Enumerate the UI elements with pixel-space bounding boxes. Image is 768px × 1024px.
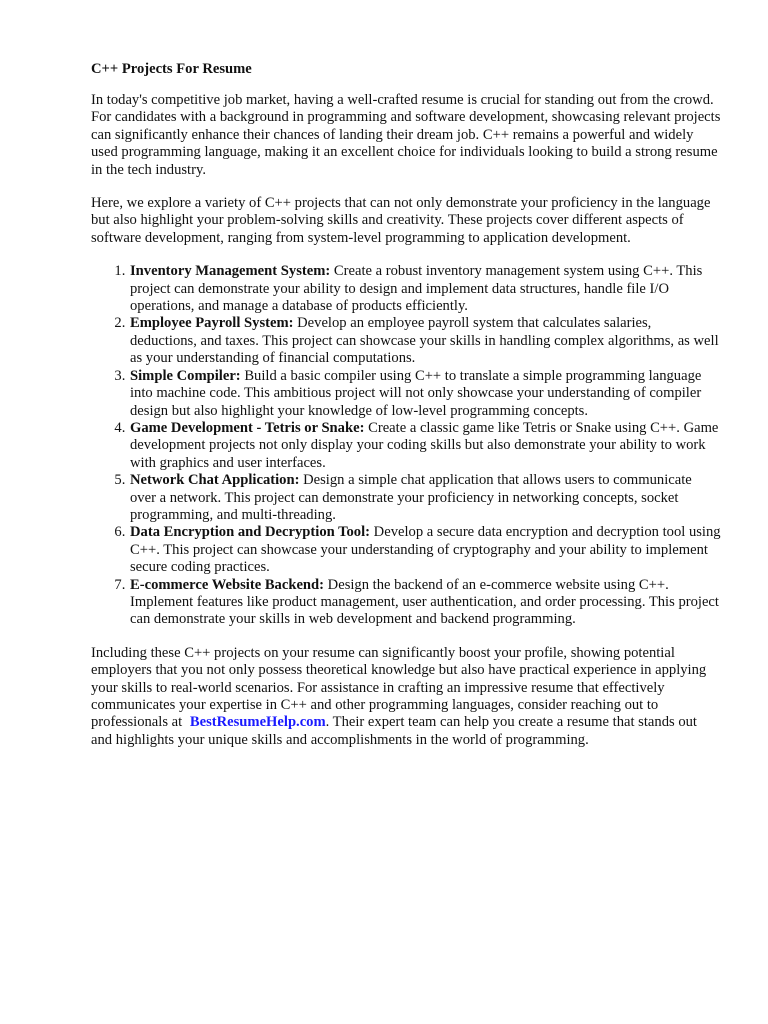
project-description: Build a basic compiler using C++ to translate a simple programming language into machine code. This ambitious project will not only showcase your understanding of compiler design but also highlight your knowledge of low-level programming concepts. bbox=[130, 367, 702, 419]
list-item bbox=[129, 472, 721, 524]
closing-text-before-link: Including these C++ projects on your resume can significantly boost your profile, showing potential employers that you not only possess theoretical knowledge but also have practical experience in applying your skills to real-world scenarios. For assistance in crafting an impressive resume that effectively communicates your expertise in C++ and other programming languages, consider reaching out to professionals at bbox=[91, 644, 707, 731]
list-item bbox=[129, 368, 721, 420]
project-title: E-commerce Website Backend: bbox=[130, 576, 325, 593]
closing-text-after-link: . Their expert team can help you create a resume that stands out and highlights your unique skills and accomplishments in the world of programming. bbox=[91, 714, 697, 748]
project-description: Develop a secure data encryption and decryption tool using C++. This project can showcase your understanding of cryptography and your ability to implement secure coding practices. bbox=[130, 524, 721, 576]
project-title: Employee Payroll System: bbox=[130, 315, 294, 332]
document-title: C++ Projects For Resume bbox=[91, 61, 252, 77]
intro-paragraph-1: In today's competitive job market, having a well-crafted resume is crucial for standing out from the crowd. For candidates with a background in programming and software development, showcasing relevant projects can significantly enhance their chances of landing their dream job. C++ remains a powerful and widely used programming language, making it an excellent choice for individuals looking to build a strong resume in the tech industry. bbox=[91, 92, 721, 178]
list-item bbox=[129, 263, 721, 315]
project-description: Create a classic game like Tetris or Snake using C++. Game development projects not only display your coding skills but also demonstrate your ability to work with graphics and user interfaces. bbox=[130, 419, 719, 471]
list-item bbox=[129, 577, 721, 629]
project-title: Inventory Management System: bbox=[130, 263, 331, 280]
closing-paragraph bbox=[91, 645, 721, 749]
project-description: Design the backend of an e-commerce website using C++. Implement features like product management, user authentication, and order processing. This project can demonstrate your skills in web development and backend programming. bbox=[130, 576, 719, 628]
project-description: Design a simple chat application that allows users to communicate over a network. This project can demonstrate your proficiency in networking concepts, socket programming, and multi-threading. bbox=[130, 472, 692, 523]
project-title: Game Development - Tetris or Snake: bbox=[130, 419, 365, 436]
projects-list bbox=[91, 263, 721, 629]
project-title: Network Chat Application: bbox=[130, 472, 300, 489]
list-item bbox=[129, 315, 721, 367]
project-description: Create a robust inventory management system using C++. This project can demonstrate your ability to design and implement data structures, handle file I/O operations, and manage a database of products efficiently. bbox=[130, 263, 703, 315]
bestresumehelp-link[interactable]: BestResumeHelp.com bbox=[189, 714, 326, 731]
list-item bbox=[129, 524, 721, 576]
document-body bbox=[91, 60, 721, 765]
intro-paragraph-2: Here, we explore a variety of C++ projects that can not only demonstrate your proficiency in the language but also highlight your problem-solving skills and creativity. These projects cover different aspects of software development, ranging from system-level programming to application development. bbox=[91, 195, 711, 246]
list-item bbox=[129, 420, 721, 472]
project-description: Develop an employee payroll system that calculates salaries, deductions, and taxes. This project can showcase your skills in handling complex algorithms, as well as your understanding of financial computations. bbox=[130, 315, 719, 367]
project-title: Data Encryption and Decryption Tool: bbox=[130, 524, 371, 541]
project-title: Simple Compiler: bbox=[130, 367, 241, 384]
